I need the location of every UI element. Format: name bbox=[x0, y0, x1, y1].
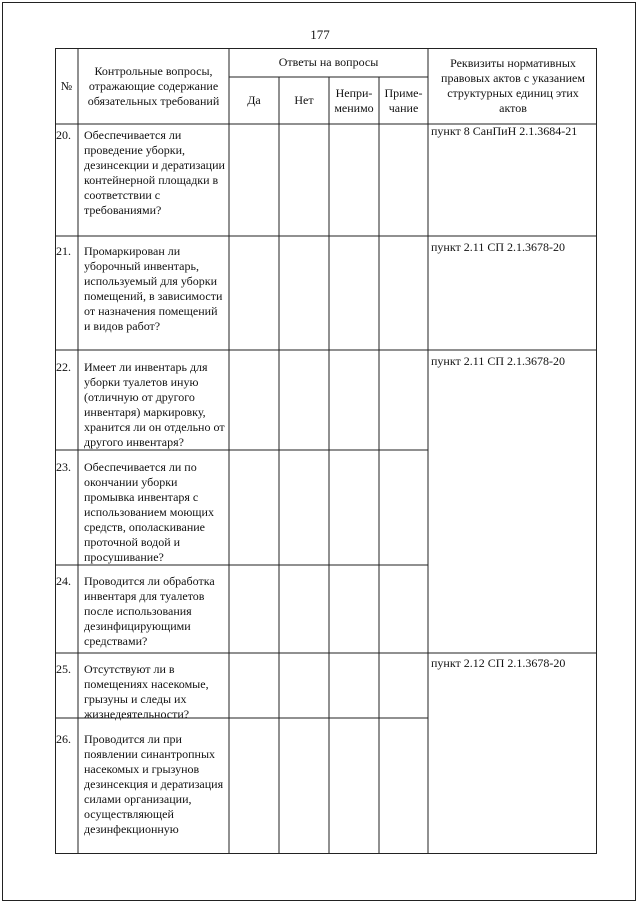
page-number: 177 bbox=[310, 27, 330, 42]
checklist-table bbox=[55, 48, 597, 854]
header-na-line2: менимо bbox=[334, 100, 374, 115]
row-number: 22. bbox=[56, 360, 71, 374]
row-reference: пункт 2.12 СП 2.1.3678-20 bbox=[431, 656, 566, 670]
header-na-line1: Непри- bbox=[335, 85, 373, 100]
row-number: 20. bbox=[56, 128, 71, 142]
row-question: Проводится ли обработка инвентаря для туалетов после использования дезинфицирующими средствами? bbox=[84, 574, 215, 648]
row-number: 24. bbox=[56, 574, 71, 588]
row-reference: пункт 2.11 СП 2.1.3678-20 bbox=[431, 354, 565, 368]
header-questions: Контрольные вопросы, отражающие содержание обязательных требований bbox=[87, 63, 220, 108]
header-no: Нет bbox=[294, 93, 314, 107]
header-not-applicable bbox=[329, 77, 379, 124]
header-note-line1: Приме- bbox=[384, 85, 423, 100]
row-reference: пункт 2.11 СП 2.1.3678-20 bbox=[431, 240, 565, 254]
header-answers: Ответы на вопросы bbox=[278, 55, 379, 69]
header-note bbox=[379, 77, 428, 124]
row-number: 25. bbox=[56, 662, 71, 676]
row-question: Проводится ли при появлении синантропных насекомых и грызунов дезинсекция и дератизация силами организации, осуществляющей дезинфекционную bbox=[84, 732, 224, 836]
row-question: Обеспечивается ли проведение уборки, дезинсекции и дератизации контейнерной площадки в соответствии с требованиями? bbox=[84, 128, 225, 217]
row-question: Промаркирован ли уборочный инвентарь, используемый для уборки помещений, в зависимости от назначения помещений и видов работ? bbox=[84, 244, 223, 333]
row-question: Имеет ли инвентарь для уборки туалетов иную (отличную от другого инвентаря) маркировку, хранится ли он отдельно от другого инвентаря? bbox=[84, 360, 225, 449]
row-question: Обеспечивается ли по окончании уборки промывка инвентаря с использованием моющих средств, ополаскивание проточной водой и просушивание? bbox=[84, 460, 214, 564]
row-reference: пункт 8 СанПиН 2.1.3684-21 bbox=[431, 124, 578, 138]
header-yes: Да bbox=[247, 93, 261, 107]
row-number: 26. bbox=[56, 732, 71, 746]
header-num: № bbox=[60, 78, 73, 93]
header-note-line2: чание bbox=[388, 100, 419, 115]
row-number: 23. bbox=[56, 460, 71, 474]
row-question: Отсутствуют ли в помещениях насекомые, грызуны и следы их жизнедеятельности? bbox=[84, 662, 209, 721]
row-number: 21. bbox=[56, 244, 71, 258]
header-requisites: Реквизиты нормативных правовых актов с указанием структурных единиц этих актов bbox=[441, 56, 585, 115]
